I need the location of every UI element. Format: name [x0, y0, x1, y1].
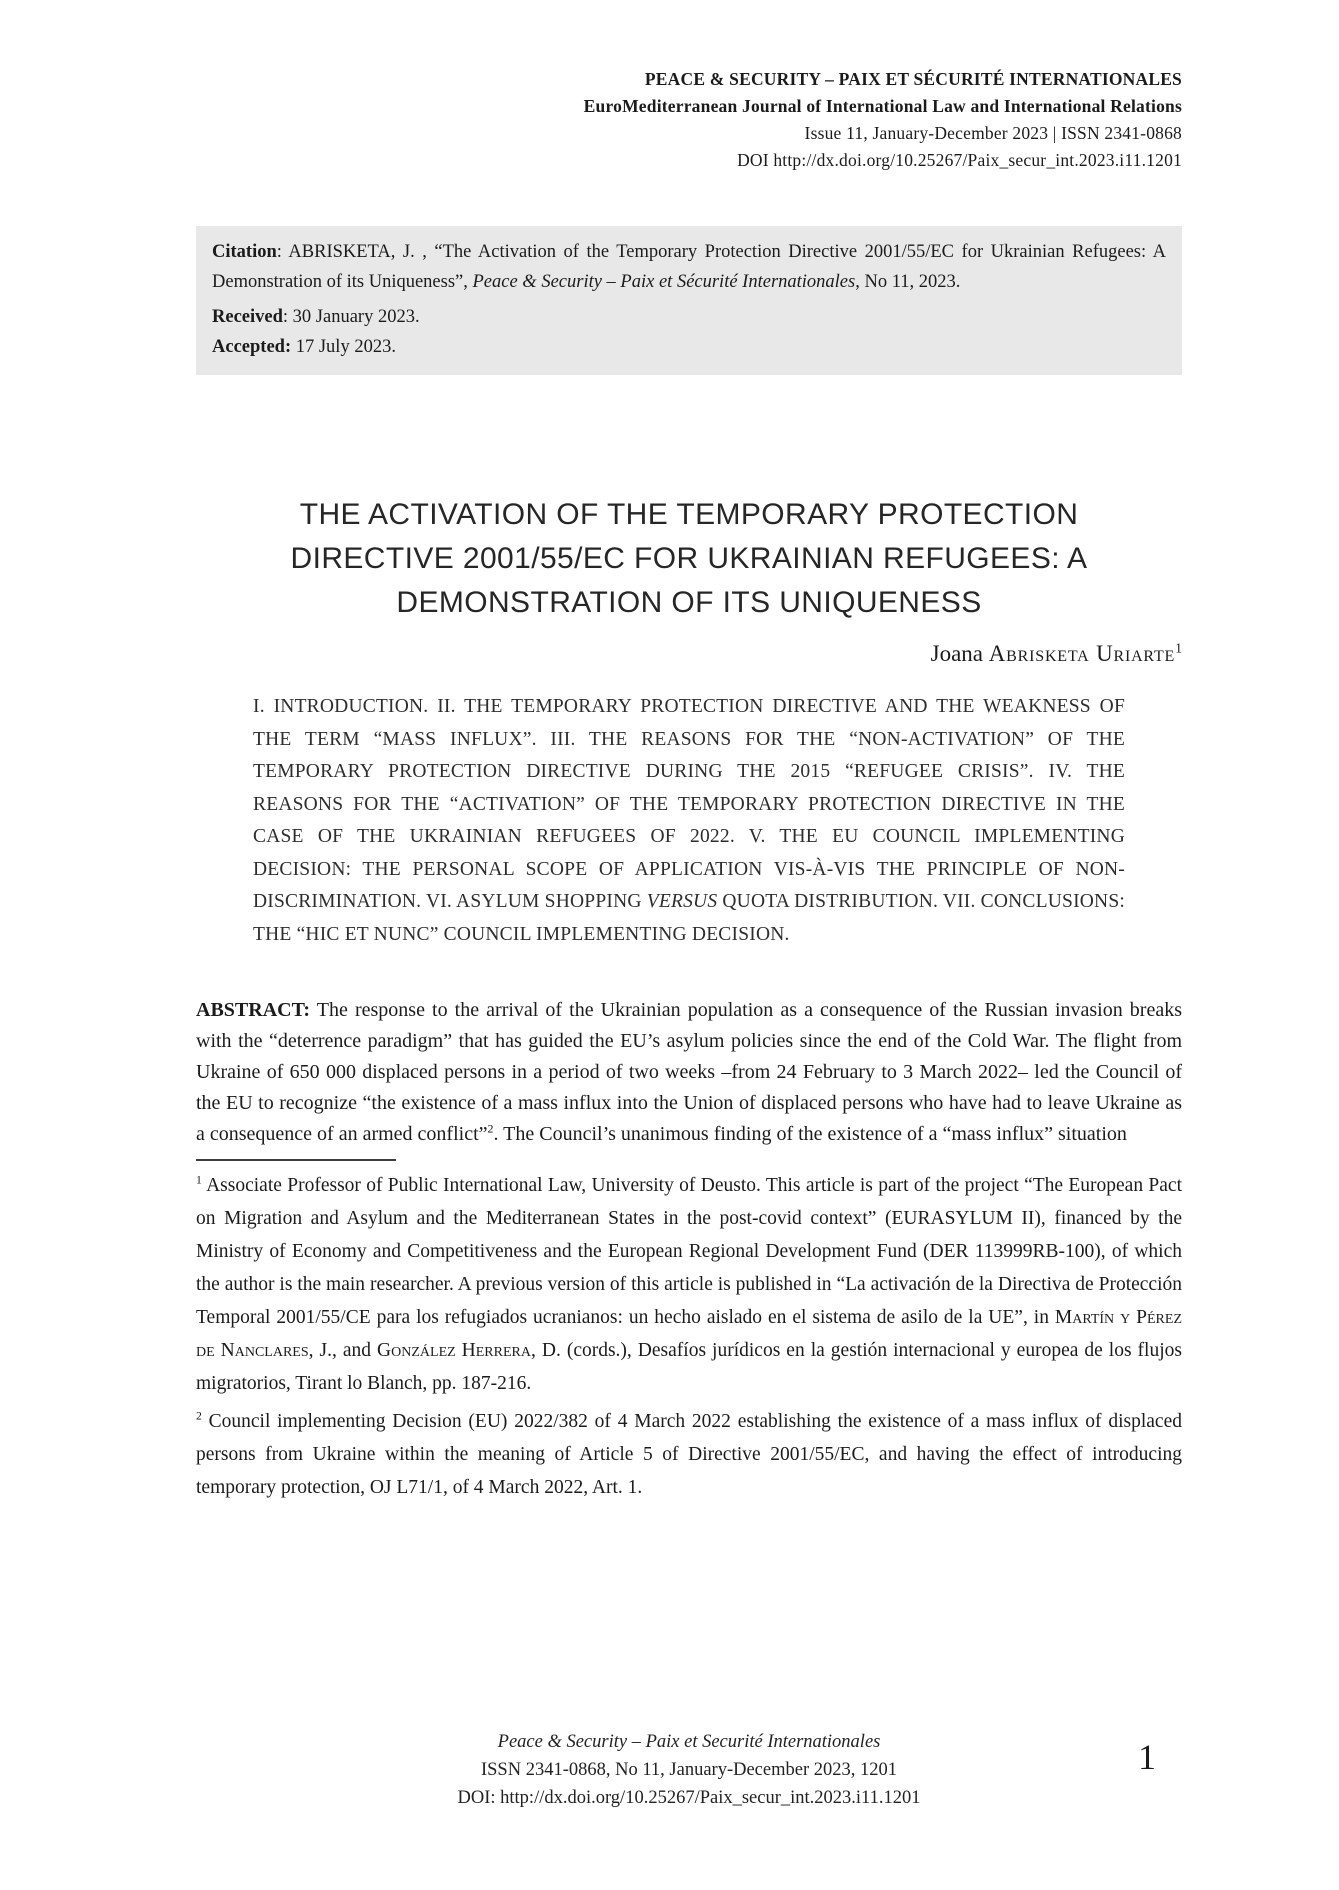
header-doi-line: DOI http://dx.doi.org/10.25267/Paix_secur_int.2023.i11.1201	[737, 150, 1182, 170]
abstract-footnote-ref: 2	[487, 1121, 494, 1136]
article-title: THE ACTIVATION OF THE TEMPORARY PROTECTION DIRECTIVE 2001/55/EC FOR UKRAINIAN REFUGEES: A DEMONSTRATION OF ITS UNIQUENESS	[290, 498, 1088, 619]
citation-journal-name: Peace & Security – Paix et Sécurité Internationales	[472, 272, 856, 292]
accepted-line	[212, 332, 1166, 362]
citation-line	[212, 237, 1166, 297]
citation-text-tail: , No 11, 2023.	[855, 272, 961, 292]
footnote-1-text-mid: , J., and	[308, 1340, 378, 1361]
received-label: Received	[212, 307, 283, 327]
footer-doi-line: DOI: http://dx.doi.org/10.25267/Paix_secur_int.2023.i11.1201	[457, 1788, 921, 1808]
citation-label: Citation	[212, 242, 277, 262]
abstract-text: The response to the arrival of the Ukrainian population as a consequence of the Russian invasion breaks with the “deterrence paradigm” that has guided the EU’s asylum policies since the end of the Cold War. The flight from Ukraine of 650 000 displaced persons in a period of two weeks –from 24 February to 3 March 2022– led the Council of the EU to recognize “the existence of a mass influx into the Union of displaced persons who have had to leave Ukraine as a consequence of an armed conflict”	[196, 999, 1182, 1145]
footnote-1-marker: 1	[196, 1173, 202, 1187]
accepted-value: 17 July 2023.	[291, 337, 396, 357]
footnote-separator	[196, 1159, 396, 1161]
toc-text: I. INTRODUCTION. II. THE TEMPORARY PROTECTION DIRECTIVE AND THE WEAKNESS OF THE TERM “MASS INFLUX”. III. THE REASONS FOR THE “NON-ACTIVATION” OF THE TEMPORARY PROTECTION DIRECTIVE DURING THE 2015 “REFUGEE CRISIS”. IV. THE REASONS FOR THE “ACTIVATION” OF THE TEMPORARY PROTECTION DIRECTIVE IN THE CASE OF THE UKRAINIAN REFUGEES OF 2022. V. THE EU COUNCIL IMPLEMENTING DECISION: THE PERSONAL SCOPE OF APPLICATION VIS-À-VIS THE PRINCIPLE OF NON-DISCRIMINATION. VI. ASYLUM SHOPPING	[253, 696, 1125, 912]
footnote-1-text: Associate Professor of Public International Law, University of Deusto. This article is part of the project “The European Pact on Migration and Asylum and the Mediterranean States in the post-covid context” (EURASYLUM II), financed by the Ministry of Economy and Competitiveness and the European Regional Development Fund (DER 113999RB-100), of which the author is the main researcher. A previous version of this article is published in “La activación de la Directiva de Protección Temporal 2001/55/CE para los refugiados ucranianos: un hecho aislado en el sistema de asilo de la UE”, in	[196, 1175, 1182, 1328]
author-line	[196, 641, 1182, 667]
author-family-name: Abrisketa Uriarte	[988, 641, 1176, 666]
received-value: : 30 January 2023.	[282, 307, 420, 327]
footnote-2-marker: 2	[196, 1409, 202, 1423]
footer-journal-name: Peace & Security – Paix et Securité Internationales	[497, 1732, 881, 1752]
journal-title: PEACE & SECURITY – PAIX ET SÉCURITÉ INTERNATIONALES	[644, 69, 1182, 89]
footnote-2	[196, 1405, 1182, 1504]
toc-versus-italic: VERSUS	[646, 891, 718, 912]
received-line	[212, 302, 1166, 332]
footnote-2-text: Council implementing Decision (EU) 2022/382 of 4 March 2022 establishing the existence of a mass influx of displaced persons from Ukraine within the meaning of Article 5 of Directive 2001/55/EC, and having the effect of introducing temporary protection, OJ L71/1, of 4 March 2022, Art. 1.	[196, 1411, 1182, 1498]
journal-subtitle: EuroMediterranean Journal of International Law and International Relations	[583, 96, 1182, 116]
abstract-label: ABSTRACT:	[196, 999, 311, 1021]
accepted-label: Accepted:	[212, 337, 292, 357]
page-number: 1	[1138, 1737, 1156, 1777]
footnote-1	[196, 1169, 1182, 1400]
footer-issn-line: ISSN 2341-0868, No 11, January-December 2023, 1201	[480, 1760, 897, 1780]
author-given-name: Joana	[930, 641, 984, 666]
issue-issn-line: Issue 11, January-December 2023 | ISSN 2341-0868	[804, 123, 1182, 143]
page-footer	[196, 1728, 1182, 1812]
footnotes	[196, 1169, 1182, 1504]
journal-header	[196, 66, 1182, 174]
citation-box	[196, 226, 1182, 375]
footnote-1-text-tail: , D. (cords.), Desafíos jurídicos en la gestión internacional y europea de los flujos migratorios, Tirant lo Blanch, pp. 187-216.	[196, 1340, 1182, 1394]
citation-text: : ABRISKETA, J. , “The Activation of the Temporary Protection Directive 2001/55/EC for Ukrainian Refugees: A Demonstration of its Uniqueness”,	[212, 242, 1166, 292]
toc-text-tail: QUOTA DISTRIBUTION. VII. CONCLUSIONS: THE “HIC ET NUNC” COUNCIL IMPLEMENTING DECISION.	[253, 891, 1125, 945]
abstract	[196, 995, 1182, 1150]
table-of-contents	[253, 691, 1125, 951]
footnote-1-author-name-2: González Herrera	[377, 1340, 531, 1361]
footnote-1-author-name: Martín y Pérez de Nanclares	[196, 1307, 1183, 1361]
author-footnote-marker: 1	[1175, 640, 1182, 656]
abstract-text-tail: . The Council’s unanimous finding of the existence of a “mass influx” situation	[493, 1123, 1127, 1145]
